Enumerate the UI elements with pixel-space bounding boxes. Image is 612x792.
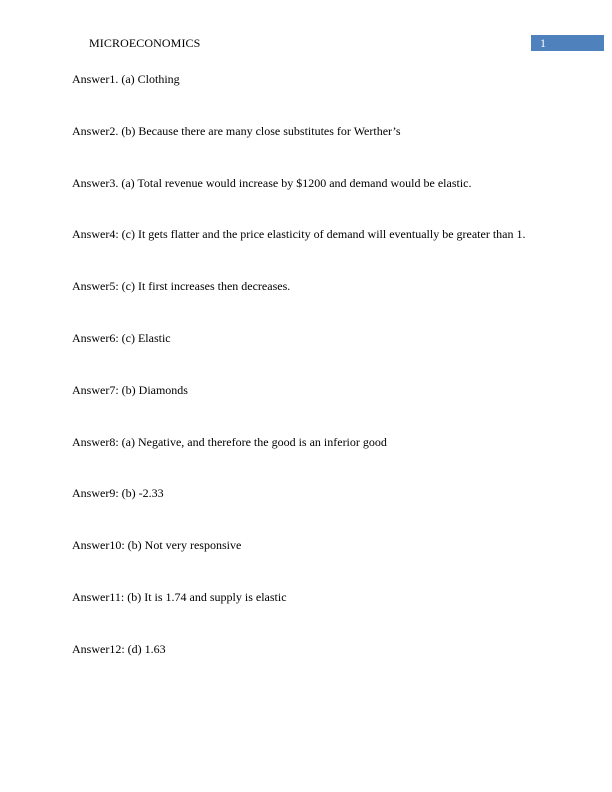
page-number: 1 — [540, 36, 546, 50]
answer-9: Answer9: (b) -2.33 — [72, 486, 164, 501]
page-number-badge — [531, 35, 604, 51]
answer-5: Answer5: (c) It first increases then decreases. — [72, 279, 291, 294]
answer-8: Answer8: (a) Negative, and therefore the good is an inferior good — [72, 434, 387, 449]
answer-6: Answer6: (c) Elastic — [72, 330, 171, 345]
answer-4: Answer4: (c) It gets flatter and the price elasticity of demand will eventually be greater than 1. — [72, 227, 526, 242]
answer-11: Answer11: (b) It is 1.74 and supply is elastic — [72, 589, 287, 604]
answer-12: Answer12: (d) 1.63 — [72, 641, 166, 656]
answer-list — [72, 70, 572, 692]
running-head: MICROECONOMICS — [89, 36, 201, 50]
answer-10: Answer10: (b) Not very responsive — [72, 538, 242, 553]
page-header — [0, 0, 612, 60]
answer-3: Answer3. (a) Total revenue would increase by $1200 and demand would be elastic. — [72, 175, 472, 190]
answer-1: Answer1. (a) Clothing — [72, 72, 180, 86]
answer-2: Answer2. (b) Because there are many close substitutes for Werther’s — [72, 123, 401, 138]
answer-7: Answer7: (b) Diamonds — [72, 382, 188, 397]
